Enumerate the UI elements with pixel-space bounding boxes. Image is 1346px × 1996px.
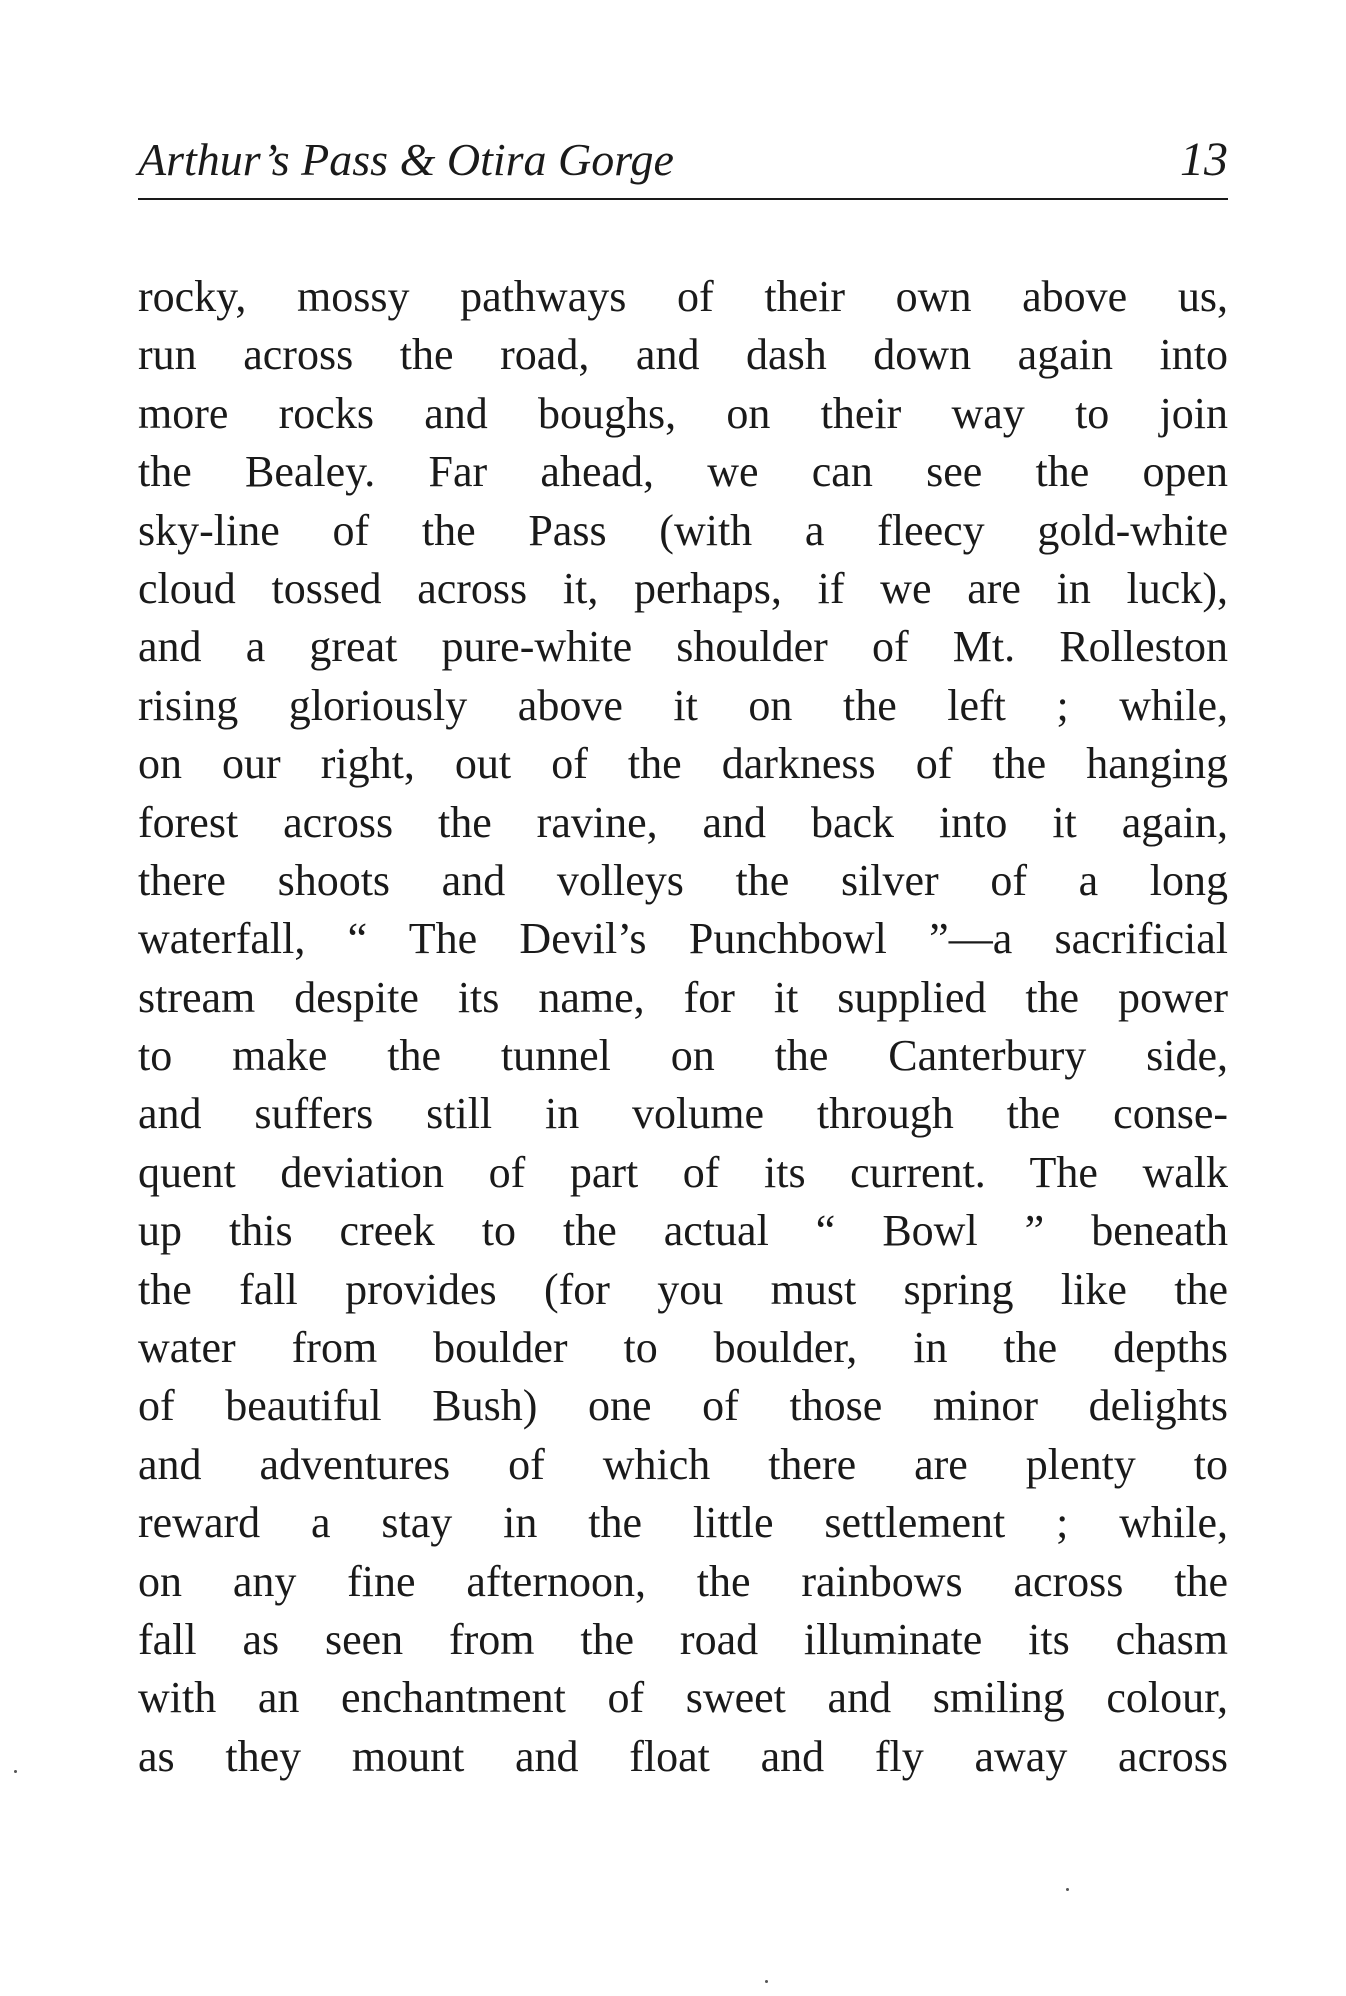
header-rule	[138, 198, 1228, 200]
body-paragraph	[138, 268, 1228, 1786]
text-line: and suffers still in volume through the conse-	[138, 1089, 1228, 1139]
text-line: on any fine afternoon, the rainbows across the	[138, 1556, 1228, 1606]
text-line: the fall provides (for you must spring like the	[138, 1264, 1228, 1314]
running-title: Arthur’s Pass & Otira Gorge	[138, 134, 674, 185]
text-line: fall as seen from the road illuminate its chasm	[138, 1614, 1228, 1664]
page-number: 13	[1180, 133, 1228, 186]
scan-speck	[1066, 1888, 1069, 1891]
text-line: cloud tossed across it, perhaps, if we are in luck),	[138, 563, 1228, 613]
text-line: up this creek to the actual “ Bowl ” beneath	[138, 1206, 1228, 1256]
text-line: more rocks and boughs, on their way to join	[138, 388, 1228, 438]
text-line: reward a stay in the little settlement ; while,	[138, 1498, 1228, 1548]
text-line: the Bealey. Far ahead, we can see the open	[138, 447, 1228, 497]
text-line: forest across the ravine, and back into it again,	[138, 797, 1228, 847]
text-line: stream despite its name, for it supplied the power	[138, 972, 1228, 1022]
text-line: rocky, mossy pathways of their own above us,	[138, 272, 1228, 321]
text-line: quent deviation of part of its current. The walk	[138, 1147, 1228, 1197]
text-line: to make the tunnel on the Canterbury side,	[138, 1031, 1228, 1081]
scan-speck	[14, 1770, 17, 1773]
text-line: with an enchantment of sweet and smiling colour,	[138, 1673, 1228, 1723]
text-line: rising gloriously above it on the left ; while,	[138, 680, 1228, 730]
text-line: there shoots and volleys the silver of a long	[138, 855, 1228, 905]
text-line: as they mount and float and fly away across	[138, 1731, 1228, 1781]
text-line: on our right, out of the darkness of the hanging	[138, 739, 1228, 789]
text-line: sky-line of the Pass (with a fleecy gold-white	[138, 505, 1228, 555]
running-head	[138, 128, 1228, 192]
text-line: water from boulder to boulder, in the depths	[138, 1323, 1228, 1373]
text-line: and adventures of which there are plenty to	[138, 1439, 1228, 1489]
text-line: and a great pure-white shoulder of Mt. Rolleston	[138, 622, 1228, 672]
text-line: of beautiful Bush) one of those minor delights	[138, 1381, 1228, 1431]
scan-speck	[765, 1980, 768, 1983]
text-line: waterfall, “ The Devil’s Punchbowl ”—a sacrificial	[138, 914, 1228, 964]
text-line: run across the road, and dash down again into	[138, 330, 1228, 380]
